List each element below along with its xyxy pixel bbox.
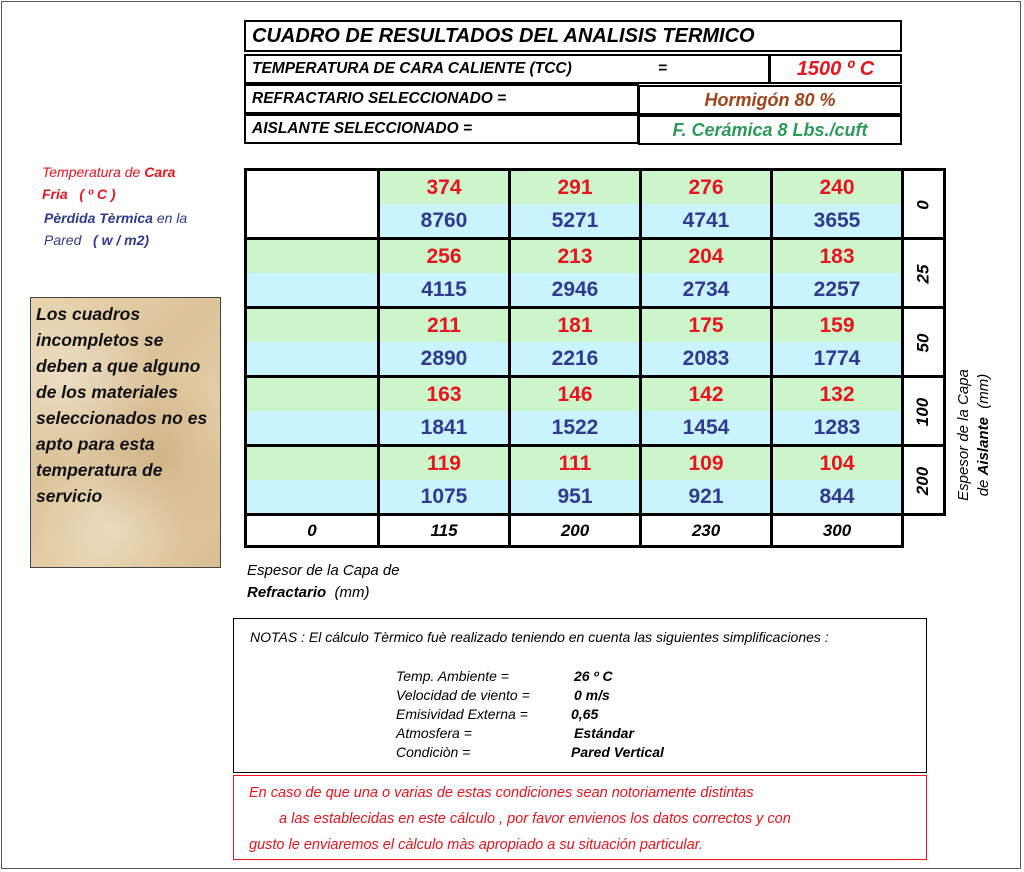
refractario-label: REFRACTARIO SELECCIONADO = [244, 84, 639, 114]
legend-loss-text-2: en la [156, 210, 188, 226]
y-axis-label [944, 350, 1004, 520]
row-band-temp [246, 308, 379, 343]
table-row [246, 446, 945, 481]
table-row [246, 377, 945, 412]
temp-cell: 291 [510, 170, 641, 205]
loss-cell: 1075 [379, 480, 510, 515]
temp-cell: 111 [510, 446, 641, 481]
legend-temp-text-2: Cara [144, 164, 176, 180]
loss-cell: 3655 [772, 204, 903, 239]
row-band-loss [246, 273, 379, 308]
refractario-thickness-label: 300 [772, 515, 903, 547]
incomplete-note-box: Los cuadros incompletos se deben a que alguno de los materiales seleccionados no es apto para esta temperatura de servicio [30, 297, 221, 568]
temp-cell: 163 [379, 377, 510, 412]
temp-cell: 109 [641, 446, 772, 481]
loss-cell: 1283 [772, 411, 903, 446]
legend-loss-text-3: Pared [44, 232, 82, 248]
table-row [246, 170, 945, 205]
row-band-temp [246, 377, 379, 412]
aislante-thickness-cell [903, 170, 945, 239]
aislante-thickness-cell [903, 239, 945, 308]
x-axis-unit: (mm) [334, 584, 370, 601]
temp-cell: 132 [772, 377, 903, 412]
row-band-temp [246, 446, 379, 481]
warning-line-2: a las establecidas en este cálculo , por favor envienos los datos correctos y con [279, 811, 791, 827]
aislante-thickness-cell [903, 308, 945, 377]
temp-cell: 104 [772, 446, 903, 481]
legend-temp-unit: ( º C ) [79, 186, 116, 202]
y-axis-label-de: de [975, 479, 992, 497]
condition-label: Emisividad Externa = [396, 706, 528, 722]
condition-value: 26 º C [574, 668, 613, 684]
condition-label: Temp. Ambiente = [396, 668, 509, 684]
warning-line-1: En caso de que una o varias de estas condiciones sean notoriamente distintas [249, 785, 754, 801]
condition-label: Velocidad de viento = [396, 687, 530, 703]
temp-cell: 276 [641, 170, 772, 205]
aislante-value: F. Cerámica 8 Lbs./cuft [638, 115, 902, 145]
y-axis-unit: (mm) [975, 373, 992, 409]
legend-temperature [42, 161, 242, 205]
loss-cell: 1522 [510, 411, 641, 446]
temp-cell: 256 [379, 239, 510, 274]
temp-cell: 159 [772, 308, 903, 343]
temp-cell: 146 [510, 377, 641, 412]
loss-cell: 2890 [379, 342, 510, 377]
table-row [246, 273, 945, 308]
warning-line-3: gusto le enviaremos el càlculo màs apropiado a su situación particular. [249, 837, 704, 853]
table-row [246, 308, 945, 343]
x-axis-label-bold: Refractario [247, 584, 327, 601]
condition-value: 0 m/s [574, 687, 610, 703]
loss-cell: 921 [641, 480, 772, 515]
temp-cell: 374 [379, 170, 510, 205]
condition-label: Atmosfera = [396, 725, 472, 741]
condition-value: Pared Vertical [571, 744, 664, 760]
temp-cell: 240 [772, 170, 903, 205]
y-axis-label-line1: Espesor de la Capa [955, 369, 972, 501]
loss-cell: 2083 [641, 342, 772, 377]
aislante-thickness-label: 0 [913, 200, 933, 210]
temp-cell: 213 [510, 239, 641, 274]
refractario-thickness-label: 200 [510, 515, 641, 547]
aislante-thickness-cell [903, 377, 945, 446]
notes-intro: NOTAS : El cálculo Tèrmico fuè realizado teniendo en cuenta las siguientes simplificaciones : [250, 629, 829, 645]
y-axis-label-bold: Aislante [975, 417, 992, 476]
warning-box [233, 775, 927, 860]
temp-cell: 204 [641, 239, 772, 274]
loss-cell: 951 [510, 480, 641, 515]
aislante-label: AISLANTE SELECCIONADO = [244, 114, 639, 144]
legend-temp-text-1: Temperatura de [42, 164, 141, 180]
condition-value: 0,65 [571, 706, 599, 722]
notes-box [233, 618, 927, 773]
tcc-equals: = [658, 60, 668, 77]
loss-cell: 5271 [510, 204, 641, 239]
temp-cell: 211 [379, 308, 510, 343]
condition-value: Estándar [574, 725, 634, 741]
temp-cell: 142 [641, 377, 772, 412]
temp-cell: 181 [510, 308, 641, 343]
results-table [244, 168, 946, 548]
table-row [246, 239, 945, 274]
loss-cell: 1454 [641, 411, 772, 446]
page-title: CUADRO DE RESULTADOS DEL ANALISIS TERMICO [244, 20, 902, 52]
aislante-thickness-label: 50 [913, 333, 933, 353]
temp-cell: 183 [772, 239, 903, 274]
refractario-thickness-label: 115 [379, 515, 510, 547]
x-axis-label [247, 560, 400, 604]
tcc-label-cell [244, 54, 770, 84]
refractario-thickness-label: 230 [641, 515, 772, 547]
tcc-label: TEMPERATURA DE CARA CALIENTE (TCC) [252, 60, 572, 77]
refractario-value: Hormigón 80 % [638, 85, 902, 115]
row-band-loss [246, 411, 379, 446]
row-band-loss [246, 480, 379, 515]
refractario-thickness-label: 0 [246, 515, 379, 547]
aislante-thickness-label: 25 [913, 264, 933, 284]
loss-cell: 1841 [379, 411, 510, 446]
loss-cell: 1774 [772, 342, 903, 377]
temp-cell: 175 [641, 308, 772, 343]
loss-cell: 4115 [379, 273, 510, 308]
row-band-temp [246, 239, 379, 274]
loss-cell: 4741 [641, 204, 772, 239]
temp-cell: 119 [379, 446, 510, 481]
tcc-value: 1500 º C [769, 54, 902, 84]
table-corner-cell [246, 170, 379, 239]
legend-loss-text-1: Pèrdida Tèrmica [44, 210, 153, 226]
refractario-axis-row [246, 515, 945, 547]
loss-cell: 2734 [641, 273, 772, 308]
condition-label: Condiciòn = [396, 744, 471, 760]
legend-heat-loss [44, 207, 244, 251]
aislante-thickness-cell [903, 446, 945, 515]
x-axis-label-line1: Espesor de la Capa de [247, 562, 400, 579]
loss-cell: 8760 [379, 204, 510, 239]
aislante-thickness-label: 100 [913, 397, 933, 427]
loss-cell: 2946 [510, 273, 641, 308]
table-row [246, 480, 945, 515]
loss-cell: 2257 [772, 273, 903, 308]
loss-cell: 844 [772, 480, 903, 515]
aislante-thickness-label: 200 [913, 466, 933, 496]
table-row [246, 411, 945, 446]
loss-cell: 2216 [510, 342, 641, 377]
row-band-loss [246, 342, 379, 377]
legend-loss-unit: ( w / m2) [93, 232, 150, 248]
legend-temp-text-3: Fria [42, 186, 68, 202]
table-row [246, 342, 945, 377]
